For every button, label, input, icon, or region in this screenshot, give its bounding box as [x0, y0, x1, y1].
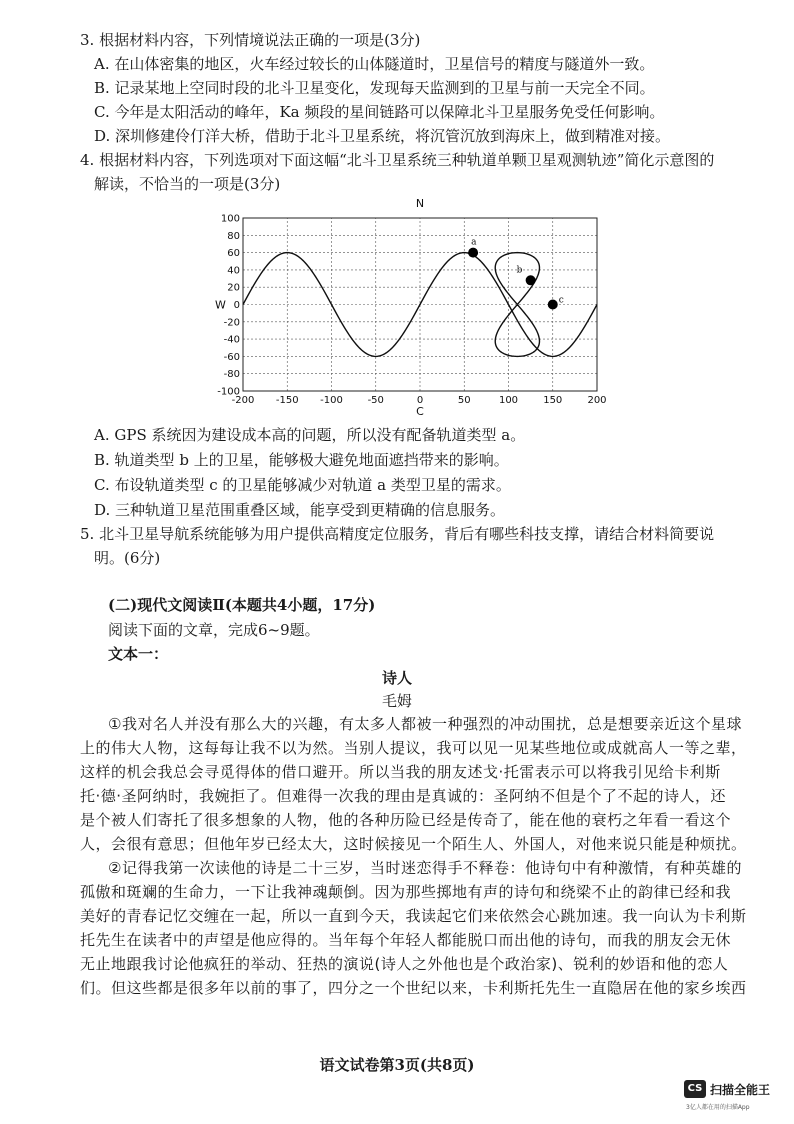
- article-author: 毛姆: [381, 692, 412, 710]
- y-tick-label: 80: [227, 230, 240, 242]
- y-tick-label: -100: [217, 386, 240, 398]
- satellite-point-a: [468, 248, 478, 258]
- article-line: 无止地跟我讨论他疯狂的举动、狂热的演说(诗人之外他也是个政治家)、锐利的妙语和他的恋人: [80, 955, 729, 973]
- x-tick-label: 100: [498, 395, 519, 406]
- page-footer: 语文试卷第3页(共8页): [319, 1056, 475, 1074]
- north-label: N: [415, 197, 425, 210]
- chart-labels: [215, 197, 607, 418]
- article-line: ①我对名人并没有那么大的兴趣，有太多人都被一种强烈的冲动围扰，总是想要亲近这个星球: [108, 715, 742, 733]
- y-tick-label: -20: [223, 317, 240, 329]
- satellite-label-a: a: [471, 237, 477, 248]
- q3-option-c: C. 今年是太阳活动的峰年，Ka 频段的星间链路可以保障北斗卫星服务免受任何影响。: [94, 103, 665, 121]
- q5-line1: 5. 北斗卫星导航系统能够为用户提供高精度定位服务，背后有哪些科技支撑，请结合材料简要说: [80, 525, 715, 543]
- scanner-brand-sub: 3亿人都在用的扫描App: [686, 1104, 750, 1111]
- article-title: 诗人: [381, 669, 412, 687]
- article-line: 是个被人们寄托了很多想象的人物，他的各种历险已经是传奇了，能在他的衰朽之年看一看这个: [80, 811, 732, 829]
- x-tick-label: -50: [367, 395, 384, 406]
- y-tick-label: -80: [223, 369, 240, 381]
- article-line: 这样的机会我总会寻觅得体的借口避开。所以当我的朋友述戈·托雷表示可以将我引见给卡利斯: [80, 763, 721, 781]
- q3-option-b: B. 记录某地上空同时段的北斗卫星变化，发现每天监测到的卫星与前一天完全不同。: [94, 79, 655, 97]
- x-tick-label: 200: [587, 395, 607, 406]
- y-tick-label: 60: [227, 248, 240, 260]
- q4-option-a: A. GPS 系统因为建设成本高的问题，所以没有配备轨道类型 a。: [94, 426, 526, 444]
- y-tick-label: -40: [223, 334, 240, 346]
- article-line: 们。但这些都是很多年以前的事了，四分之一个世纪以来，卡利斯托先生一直隐居在他的家乡埃西: [80, 979, 747, 997]
- satellite-label-c: c: [558, 295, 564, 306]
- satellite-label-b: b: [516, 265, 523, 276]
- satellite-point-b: [526, 275, 536, 285]
- text-one-label: 文本一：: [108, 645, 169, 663]
- article-line: 孤傲和斑斓的生命力，一下让我神魂颠倒。因为那些掷地有声的诗句和绕梁不止的韵律已经和我: [80, 883, 732, 901]
- section2-instruction: 阅读下面的文章，完成6~9题。: [108, 621, 320, 639]
- y-tick-label: 20: [227, 282, 240, 294]
- article-line: 美好的青春记忆交缠在一起，所以一直到今天，我读起它们来依然会心跳加速。我一向认为卡利斯: [80, 907, 747, 925]
- q3-option-a: A. 在山体密集的地区，火车经过较长的山体隧道时，卫星信号的精度与隧道外一致。: [94, 55, 655, 73]
- bottom-axis-label: C: [416, 405, 424, 418]
- y-tick-label: 0: [233, 300, 240, 311]
- x-tick-label: 0: [416, 395, 424, 406]
- q4-stem-line1: 4. 根据材料内容，下列选项对下面这幅“北斗卫星系统三种轨道单颗卫星观测轨迹”简化示意图的: [80, 151, 715, 169]
- q4-option-b: B. 轨道类型 b 上的卫星，能够极大避免地面遮挡带来的影响。: [94, 451, 509, 469]
- q4-option-d: D. 三种轨道卫星范围重叠区域，能享受到更精确的信息服务。: [94, 501, 506, 519]
- x-tick-label: -200: [231, 395, 255, 406]
- x-tick-label: 150: [543, 395, 563, 406]
- x-tick-label: -150: [275, 395, 299, 406]
- y-tick-label: -60: [223, 351, 240, 363]
- section2-heading: (二)现代文阅读Ⅱ(本题共4小题，17分): [108, 596, 376, 614]
- article-line: 上的伟大人物，这每每让我不以为然。当别人提议，我可以见一见某些地位或成就高人一等之辈，: [80, 739, 747, 757]
- scanner-logo-icon: CS: [684, 1080, 706, 1098]
- x-tick-label: -100: [320, 395, 343, 406]
- y-tick-label: 100: [220, 213, 240, 225]
- q3-option-d: D. 深圳修建伶仃洋大桥，借助于北斗卫星系统，将沉管沉放到海床上，做到精准对接。: [94, 127, 671, 145]
- article-line: ②记得我第一次读他的诗是二十三岁，当时迷恋得手不释卷：他诗句中有种激情，有种英雄的: [108, 859, 742, 877]
- x-tick-label: 50: [457, 395, 471, 406]
- article-line: 人，会很有意思；但他年岁已经太大，这时候接见一个陌生人、外国人，对他来说只能是种烦扰。: [80, 835, 747, 853]
- y-tick-label: 40: [227, 265, 240, 277]
- orbit-track-chart: [205, 196, 620, 420]
- q5-line2: 明。(6分): [94, 549, 161, 567]
- article-line: 托·德·圣阿纳时，我婉拒了。但难得一次我的理由是真诚的：圣阿纳不但是个了不起的诗人，还: [80, 787, 727, 805]
- article-line: 托先生在读者中的声望是他应得的。当年每个年轻人都能脱口而出他的诗句，而我的朋友会无休: [80, 931, 732, 949]
- west-label: W: [215, 298, 226, 312]
- q3-stem: 3. 根据材料内容，下列情境说法正确的一项是(3分): [80, 31, 421, 49]
- q4-option-c: C. 布设轨道类型 c 的卫星能够减少对轨道 a 类型卫星的需求。: [94, 476, 511, 494]
- scanner-brand-name: 扫描全能王: [710, 1083, 771, 1097]
- q4-stem-line2: 解读，不恰当的一项是(3分): [94, 175, 281, 193]
- satellite-point-c: [548, 300, 558, 310]
